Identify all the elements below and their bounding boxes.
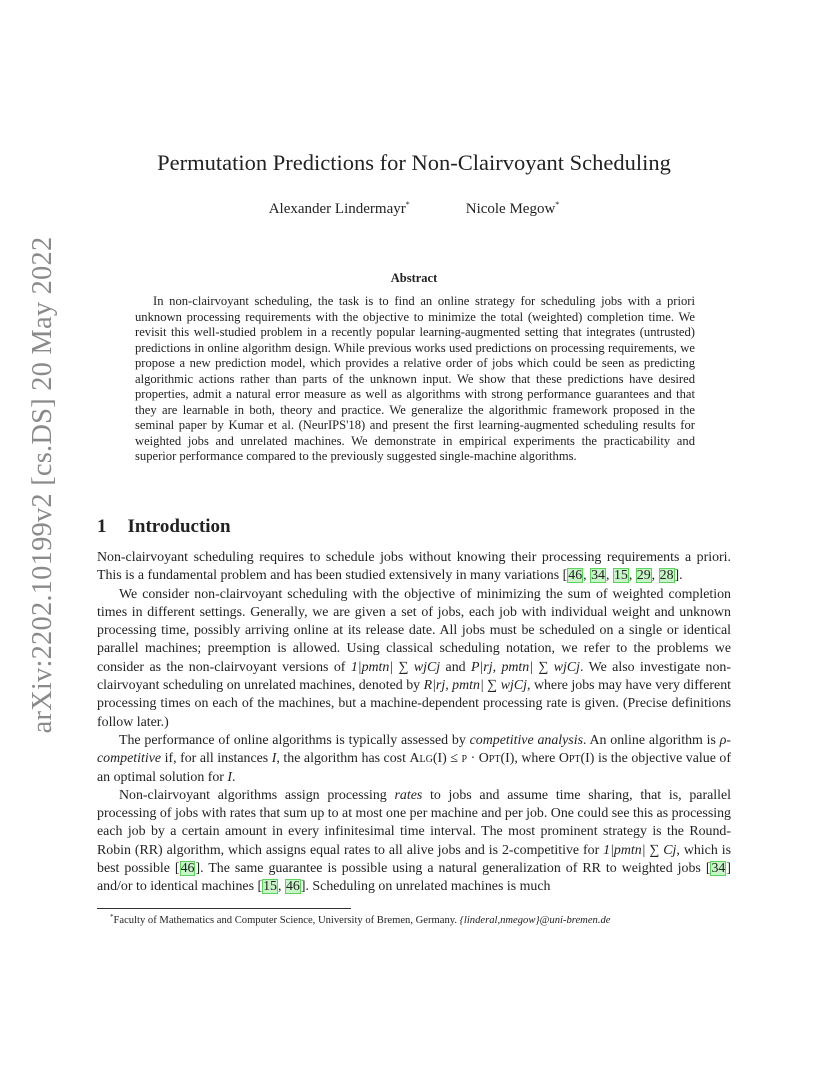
paragraph-text: and: [440, 659, 471, 675]
citation-link[interactable]: 34: [591, 568, 605, 584]
citation-link[interactable]: 29: [636, 568, 651, 584]
footnote: [110, 913, 740, 926]
paragraph-text: and/or to identical machines: [97, 879, 258, 895]
paragraph-text: Non-clairvoyant algorithms assign processing: [119, 787, 395, 803]
paragraph-text: , where: [514, 751, 559, 767]
citation-link[interactable]: 15: [263, 879, 277, 895]
math-expression: R|rj, pmtn| ∑ wjCj: [423, 678, 527, 694]
section-title: Introduction: [127, 516, 231, 537]
math-expression: I: [227, 769, 233, 785]
abstract-heading: Abstract: [390, 271, 438, 285]
paragraph-text: Non-clairvoyant scheduling requires to schedule jobs without knowing their processing requirements a priori. This is a fundamental problem and has been studied extensively in many variations: [97, 550, 731, 584]
footnote-text: Faculty of Mathematics and Computer Science, University of Bremen, Germany.: [113, 915, 460, 926]
math-expression: 1|pmtn| ∑ Cj: [603, 842, 677, 858]
section-heading: [97, 516, 231, 538]
author-name: Alexander Lindermayr: [268, 201, 406, 217]
emphasis: ρ-competitive: [97, 732, 732, 767]
footnote-divider: [97, 908, 351, 909]
paper-title: Permutation Predictions for Non-Clairvoyant Scheduling: [157, 150, 671, 175]
paragraph-text: , the algorithm has cost: [276, 751, 410, 767]
paragraph-text: to jobs and assume time sharing, that is, parallel processing of jobs with rates that sum up to at most one per machine and per job. One could see this as processing each job by a certain amount in every infinitesimal time interval. The most prominent strategy is the Round-Robin (RR) algorithm, which assigns equal rates to all alive jobs and is 2-competitive for: [97, 787, 731, 858]
paragraph-text: . We also investigate non-clairvoyant scheduling on unrelated machines, denoted by: [97, 659, 731, 694]
paragraph: [97, 732, 731, 787]
body-text: [97, 549, 731, 897]
paragraph-text: The performance of online algorithms is typically assessed by: [119, 732, 470, 748]
paragraph: [97, 586, 731, 732]
math-expression: P|rj, pmtn| ∑ wjCj: [471, 659, 580, 675]
citation-link[interactable]: 28: [659, 568, 674, 584]
paragraph-text: We consider non-clairvoyant scheduling with the objective of minimizing the sum of weighted completion times in different settings. Generally, we are given a set of jobs, each job with individual weight and unknown processing time, possibly arriving online at its release date. All jobs must be scheduled on a single or identical parallel machines; preemption is allowed. Using classical scheduling notation, we refer to the problems we consider as the non-clairvoyant versions of: [97, 586, 731, 675]
affiliation-mark[interactable]: *: [405, 200, 410, 209]
citation-link[interactable]: 34: [711, 861, 726, 877]
citation-link[interactable]: 15: [613, 568, 628, 584]
math-expression: 1|pmtn| ∑ wjCj: [350, 659, 441, 675]
paragraph-text: .: [679, 568, 683, 584]
paragraph-text: . An online algorithm is: [582, 732, 720, 748]
paragraph-text: . The same guarantee is possible using a natural generalization of RR to weighted jobs: [200, 861, 706, 877]
citation-link[interactable]: 46: [568, 568, 583, 584]
abstract-text: In non-clairvoyant scheduling, the task is to find an online strategy for scheduling jobs with a priori unknown processing requirements with the objective to minimize the total (weighted) completion time. We revisit this well-studied problem in a recently popular learning-augmented setting that integrates (untrusted) predictions in online algorithm design. While previous works used predictions on processing requirements, we propose a new prediction model, which provides a relative order of jobs which could be seen as predicting algorithmic actions rather than parts of the unknown input. We show that these predictions have desired properties, admit a natural error measure as well as algorithms with strong performance guarantees and that they are learnable in both, theory and practice. We generalize the algorithmic framework proposed in the seminal paper by Kumar et al. (NeurIPS'18) and present the first learning-augmented scheduling results for weighted jobs and unrelated machines. We demonstrate in empirical experiments the practicability and superior performance compared to the previously suggested single-machine algorithms.: [135, 294, 695, 464]
author-name: Nicole Megow: [465, 201, 556, 217]
paragraph: Non-clairvoyant algorithms assign processing rates to jobs and assume time sharing, that is, parallel processing of jobs with rates that sum up to at most one per machine and per job. One could see this as processing each job by a certain amount in every infinitesimal time interval. The most prominent strategy is the Round-Robin (RR) algorithm, which assigns equal rates to all alive jobs and is 2-competitive for 1|pmtn| ∑ Cj, which is best possible [46]. The same guarantee is possible using a natural generalization of RR to weighted jobs [34] and/or to identical machines [15, 46]. Scheduling on unrelated machines is much: [97, 787, 731, 895]
paragraph-text: if, for all instances: [161, 751, 272, 767]
paragraph: Non-clairvoyant scheduling requires to schedule jobs without knowing their processing requirements a priori. This is a fundamental problem and has been studied extensively in many variations [46, 34, 15, 29, 28].: [97, 550, 731, 584]
math-expression: I: [271, 751, 277, 767]
paragraph-text: is the objective value of an optimal solution for: [97, 751, 731, 785]
paragraph-text: .: [232, 769, 236, 785]
paragraph-text: , where jobs may have very different processing times on each of the machines, but a machine-dependent processing rate is given. (Precise definitions follow later.): [97, 678, 732, 730]
paragraph-text: . Scheduling on unrelated machines is much: [305, 879, 551, 895]
author-list: [96, 200, 732, 218]
footnote-emails: {linderal,nmegow}@uni-bremen.de: [459, 915, 611, 926]
citation-link[interactable]: 46: [180, 861, 195, 877]
math-expression: Alg(I) ≤ ρ · Opt(I): [409, 751, 515, 767]
affiliation-mark[interactable]: *: [555, 200, 560, 209]
emphasis: rates: [394, 787, 423, 803]
author: [269, 200, 410, 218]
math-expression: Opt(I): [558, 751, 595, 767]
citation-link[interactable]: 46: [285, 879, 300, 895]
arxiv-identifier: arXiv:2202.10199v2 [cs.DS] 20 May 2022: [27, 236, 58, 734]
footnote-mark: *: [110, 913, 114, 921]
section-number: 1: [97, 516, 107, 537]
paragraph-text: , which is best possible: [97, 842, 731, 877]
emphasis: competitive analysis: [469, 732, 583, 748]
author: [466, 200, 560, 218]
